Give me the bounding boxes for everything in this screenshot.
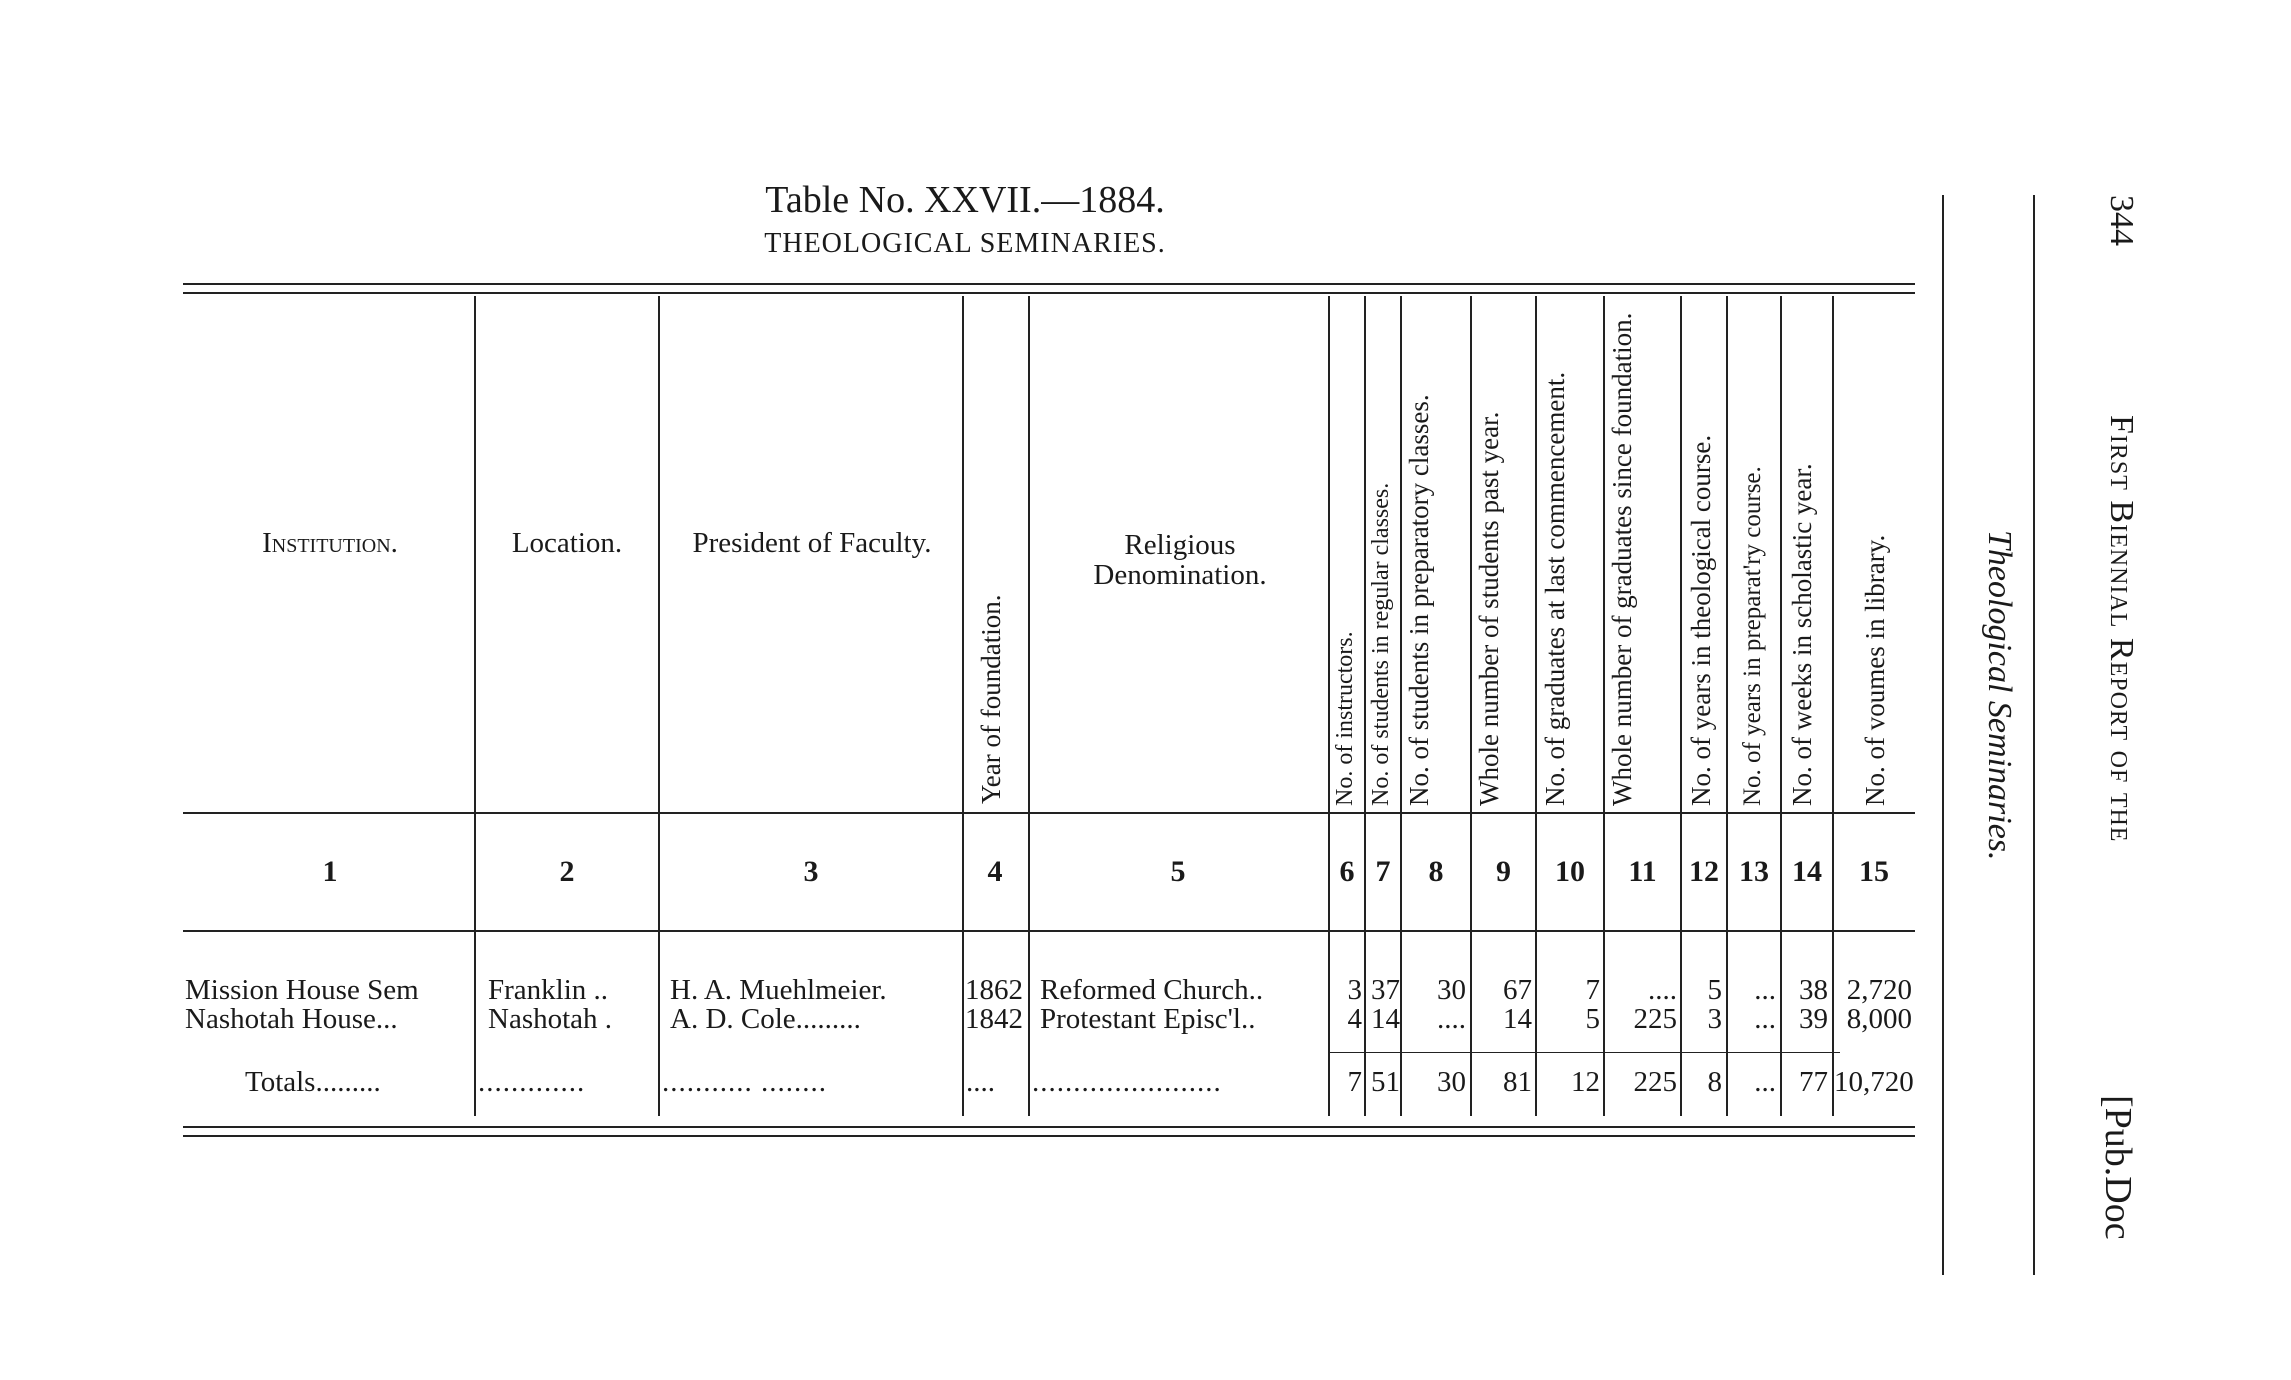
totals-grad-since: 225 <box>1633 1066 1677 1098</box>
col-divider <box>1028 296 1030 1116</box>
row2-grad-since: 225 <box>1633 1003 1677 1035</box>
sidebar-rule <box>1942 195 1944 1275</box>
row2-location: Nashotah . <box>488 1003 613 1035</box>
row2-year: 1842 <box>965 1003 1023 1035</box>
row2-years-prep: ... <box>1754 1003 1776 1035</box>
header-weeks: No. of weeks in scholastic year. <box>1787 463 1817 806</box>
row1-regular: 37 <box>1371 974 1400 1006</box>
row2-instructors: 4 <box>1347 1003 1362 1035</box>
header-years-theological: No. of years in theological course. <box>1686 434 1716 806</box>
row2-whole: 14 <box>1503 1003 1532 1035</box>
row1-grad-last: 7 <box>1585 974 1600 1006</box>
header-whole-students: Whole number of students past year. <box>1474 411 1504 806</box>
row1-year: 1862 <box>965 974 1023 1006</box>
totals-grad-last: 12 <box>1571 1066 1600 1098</box>
header-president: President of Faculty. <box>692 527 932 559</box>
header-graduates-since: Whole number of graduates since foundation. <box>1607 312 1637 806</box>
row1-president: H. A. Muehlmeier. <box>670 974 887 1006</box>
table-subtitle: THEOLOGICAL SEMINARIES. <box>764 228 1166 259</box>
top-rule-2 <box>183 292 1915 294</box>
column-number: 1 <box>322 855 338 888</box>
column-number: 5 <box>1170 855 1186 888</box>
totals-years-theo: 8 <box>1707 1066 1722 1098</box>
bottom-rule-1 <box>183 1126 1915 1128</box>
row1-preparatory: 30 <box>1437 974 1466 1006</box>
header-denomination: Religious Denomination. <box>1093 529 1267 592</box>
totals-leader: ........... ........ <box>662 1066 827 1098</box>
totals-top-rule <box>1330 1052 1840 1053</box>
row1-weeks: 38 <box>1799 974 1828 1006</box>
row1-institution: Mission House Sem <box>185 974 419 1006</box>
header-preparatory-students: No. of students in preparatory classes. <box>1404 394 1434 806</box>
column-number: 12 <box>1689 855 1719 888</box>
totals-whole: 81 <box>1503 1066 1532 1098</box>
row1-volumes: 2,720 <box>1846 974 1912 1006</box>
totals-preparatory: 30 <box>1437 1066 1466 1098</box>
totals-leader: ....................... <box>1032 1066 1222 1098</box>
header-graduates-last: No. of graduates at last commencement. <box>1540 371 1570 806</box>
row2-grad-last: 5 <box>1585 1003 1600 1035</box>
column-number: 11 <box>1628 855 1657 888</box>
row2-volumes: 8,000 <box>1846 1003 1912 1035</box>
row2-weeks: 39 <box>1799 1003 1828 1035</box>
top-rule-1 <box>183 283 1915 285</box>
row1-denomination: Reformed Church.. <box>1040 974 1264 1006</box>
row2-regular: 14 <box>1371 1003 1400 1035</box>
column-number: 3 <box>803 855 819 888</box>
header-bottom-rule <box>183 812 1915 814</box>
row1-years-prep: ... <box>1754 974 1776 1006</box>
totals-label: Totals......... <box>245 1066 381 1098</box>
column-number: 10 <box>1555 855 1585 888</box>
column-number: 9 <box>1496 855 1511 888</box>
header-year: Year of foundation. <box>976 594 1006 804</box>
totals-leader: .... <box>966 1066 995 1098</box>
col-divider <box>474 296 476 1116</box>
header-instructors: No. of instructors. <box>1332 631 1358 806</box>
bottom-rule-2 <box>183 1135 1915 1137</box>
totals-years-prep: ... <box>1754 1066 1776 1098</box>
column-number: 2 <box>559 855 575 888</box>
column-number: 6 <box>1339 855 1355 888</box>
row1-whole: 67 <box>1503 974 1532 1006</box>
section-title: Theological Seminaries. <box>1981 530 2018 861</box>
row2-preparatory: .... <box>1437 1003 1466 1035</box>
header-regular-students: No. of students in regular classes. <box>1368 482 1394 806</box>
row2-president: A. D. Cole......... <box>670 1003 861 1035</box>
column-number: 14 <box>1792 855 1822 888</box>
doc-reference: [Pub.Doc <box>2097 1095 2139 1240</box>
row2-denomination: Protestant Episc'l.. <box>1040 1003 1256 1035</box>
column-number: 7 <box>1375 855 1391 888</box>
page-number: 344 <box>2103 195 2140 246</box>
totals-regular: 51 <box>1371 1066 1400 1098</box>
row1-years-theo: 5 <box>1707 974 1722 1006</box>
row2-institution: Nashotah House... <box>185 1003 398 1035</box>
totals-leader: ............. <box>478 1066 586 1098</box>
table-title: Table No. XXVII.—1884. <box>765 179 1165 221</box>
column-number: 4 <box>987 855 1003 888</box>
report-title: First Biennial Report of the <box>2103 415 2140 843</box>
row2-years-theo: 3 <box>1707 1003 1722 1035</box>
header-institution: Institution. <box>262 527 398 559</box>
totals-weeks: 77 <box>1799 1066 1828 1098</box>
header-years-preparatory: No. of years in preparat'ry course. <box>1739 466 1766 806</box>
header-volumes: No. of voumes in library. <box>1860 534 1890 806</box>
totals-instructors: 7 <box>1347 1066 1362 1098</box>
column-number: 8 <box>1428 855 1444 888</box>
col-divider <box>658 296 660 1116</box>
totals-volumes: 10,720 <box>1834 1066 1914 1098</box>
column-number: 13 <box>1739 855 1769 888</box>
column-number: 15 <box>1859 855 1889 888</box>
header-location: Location. <box>511 527 623 559</box>
numbers-bottom-rule <box>183 930 1915 932</box>
row1-location: Franklin .. <box>488 974 609 1006</box>
row1-instructors: 3 <box>1347 974 1362 1006</box>
sidebar-rule <box>2033 195 2035 1275</box>
row1-grad-since: .... <box>1648 974 1677 1006</box>
